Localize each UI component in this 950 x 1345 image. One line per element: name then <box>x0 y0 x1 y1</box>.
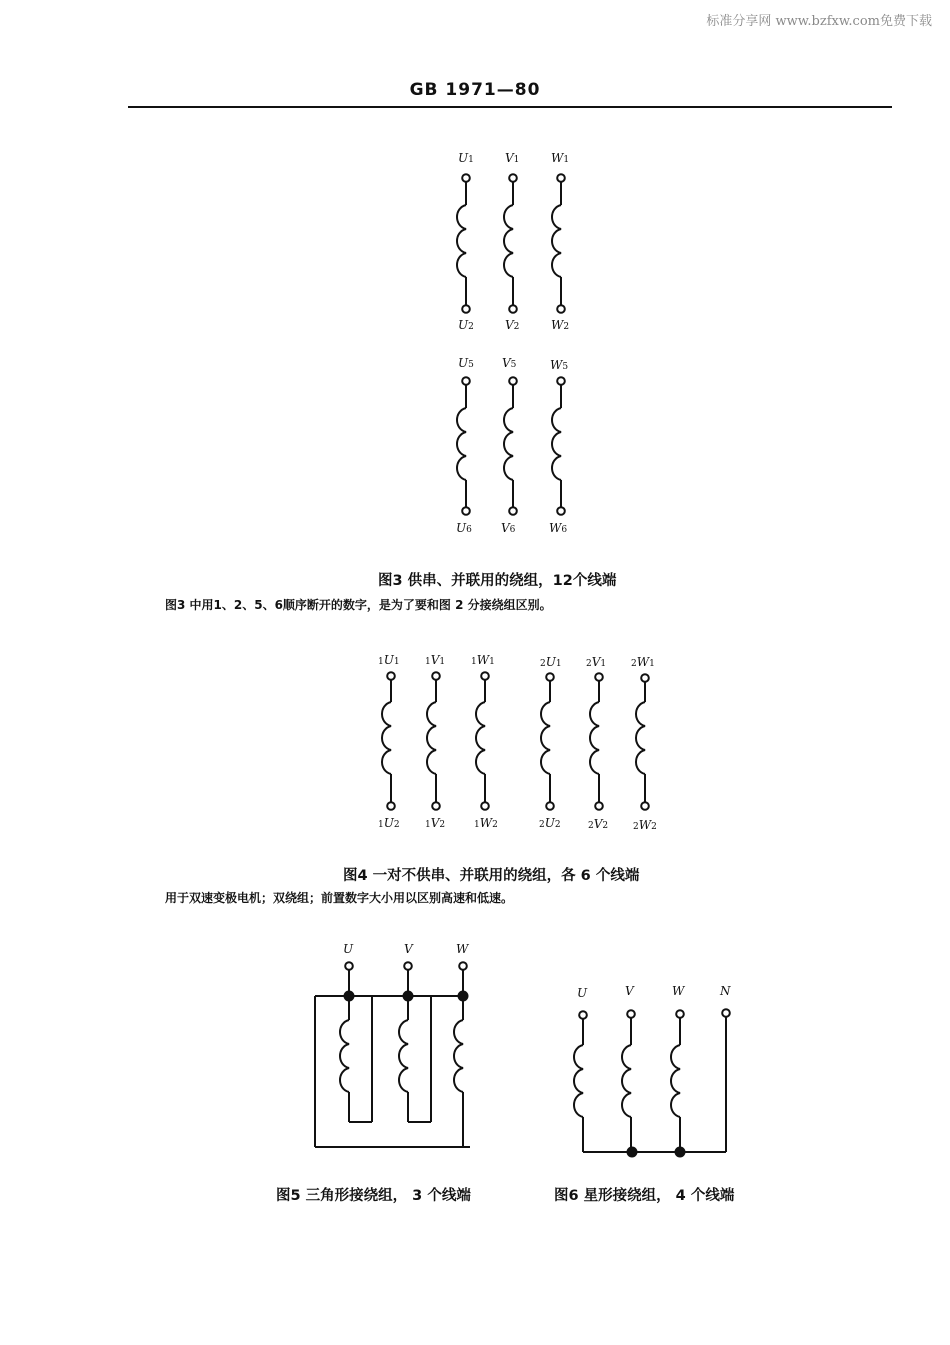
label-1v2: 1V2 <box>425 816 446 830</box>
fig6-caption: 图6 星形接绕组， 4 个线端 <box>554 1188 735 1204</box>
label-v6: V6 <box>501 521 516 535</box>
label-u2: U2 <box>458 318 474 332</box>
label-2u2: 2U2 <box>539 816 561 830</box>
label-u1: U1 <box>458 151 474 165</box>
label-star-u: U <box>577 986 588 1000</box>
winding-2w <box>636 674 649 810</box>
label-u6: U6 <box>456 521 472 535</box>
fig3-top-windings <box>457 174 565 313</box>
label-2w1: 2W1 <box>631 655 655 669</box>
label-2w2: 2W2 <box>633 818 657 832</box>
label-delta-u: U <box>343 942 354 956</box>
winding-w1-w2 <box>552 174 565 313</box>
fig4-caption: 图4 一对不供串、并联用的绕组，各 6 个线端 <box>343 868 640 884</box>
watermark: 标准分享网 www.bzfxw.com免费下载 <box>706 14 932 29</box>
label-u5: U5 <box>458 356 474 370</box>
label-2v2: 2V2 <box>588 817 609 831</box>
label-1u2: 1U2 <box>378 816 400 830</box>
winding-1v <box>427 672 440 810</box>
fig4-note: 用于双速变极电机；双绕组；前置数字大小用以区别高速和低速。 <box>165 891 514 905</box>
label-v5: V5 <box>502 356 517 370</box>
winding-2v <box>590 673 603 810</box>
fig5-delta-windings <box>315 962 470 1147</box>
label-delta-w: W <box>456 942 469 956</box>
label-star-w: W <box>672 984 685 998</box>
label-1w2: 1W2 <box>474 816 498 830</box>
label-star-v: V <box>625 984 634 998</box>
label-2u1: 2U1 <box>540 655 562 669</box>
winding-2u <box>541 673 554 810</box>
label-delta-v: V <box>404 942 413 956</box>
winding-u1-u2 <box>457 174 470 313</box>
label-1v1: 1V1 <box>425 653 446 667</box>
label-w1: W1 <box>551 151 570 165</box>
fig6-star-windings <box>574 1009 730 1156</box>
winding-1w <box>476 672 489 810</box>
label-1w1: 1W1 <box>471 653 495 667</box>
label-2v1: 2V1 <box>586 655 607 669</box>
winding-w5-w6 <box>552 377 565 515</box>
label-w6: W6 <box>549 521 568 535</box>
winding-u5-u6 <box>457 377 470 515</box>
fig3-caption: 图3 供串、并联用的绕组，12个线端 <box>378 573 617 589</box>
label-1u1: 1U1 <box>378 653 400 667</box>
winding-v1-v2 <box>504 174 517 313</box>
winding-v5-v6 <box>504 377 517 515</box>
winding-1u <box>382 672 395 810</box>
fig4-windings <box>382 672 649 810</box>
fig5-caption: 图5 三角形接绕组， 3 个线端 <box>276 1188 471 1204</box>
fig3-bottom-windings <box>457 377 565 515</box>
label-w5: W5 <box>550 358 569 372</box>
standard-number: GB 1971—80 <box>409 80 541 100</box>
fig3-note: 图3 中用1、2、5、6顺序断开的数字，是为了要和图 2 分接绕组区别。 <box>165 598 552 612</box>
label-star-n: N <box>720 984 731 998</box>
label-v2: V2 <box>505 318 520 332</box>
label-w2: W2 <box>551 318 570 332</box>
label-v1: V1 <box>505 151 520 165</box>
